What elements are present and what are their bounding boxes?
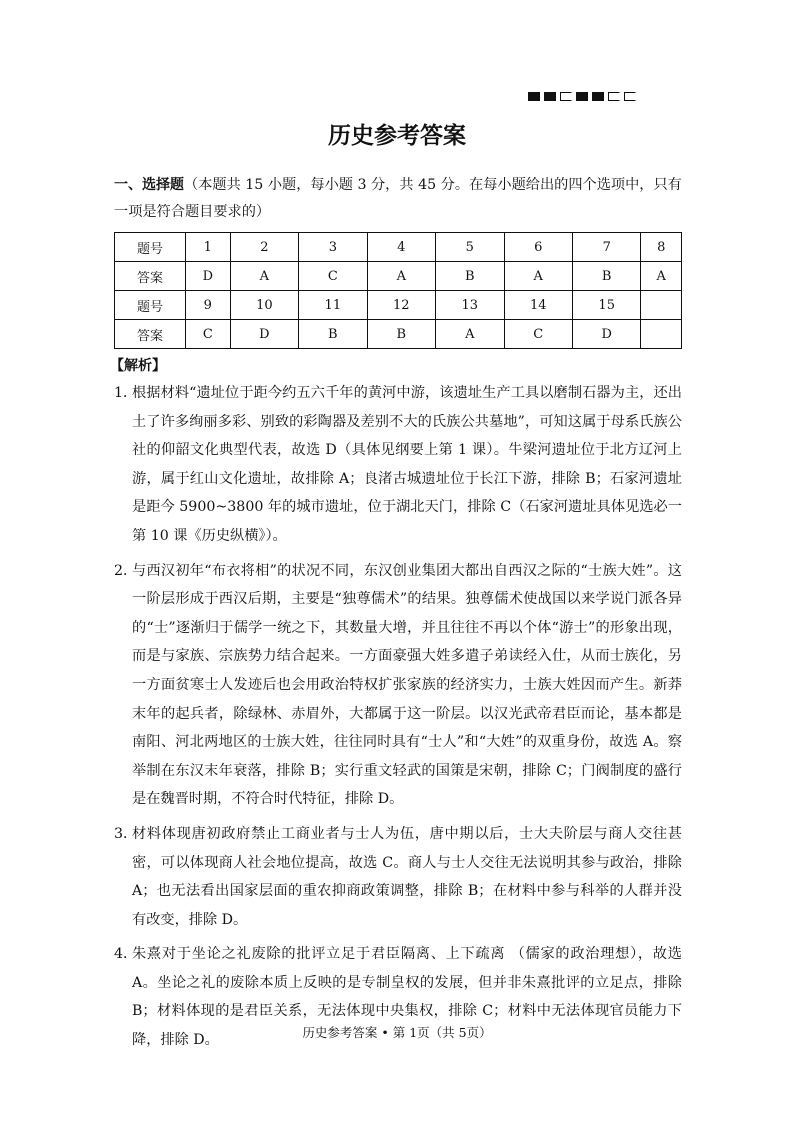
item-number: 3． [114,825,138,842]
analysis-heading: 【解析】 [110,358,166,374]
marker-square [576,92,588,101]
table-cell: B [299,320,367,349]
section-intro [114,172,682,226]
table-cell: 11 [299,291,367,320]
item-number: 1． [114,385,138,401]
row-header-cell: 答案 [115,320,186,349]
section-description: （本题共 15 小题，每小题 3 分，共 45 分。在每小题给出的四个选项中，只有一项是符合题目要求的） [114,177,682,220]
table-cell: A [230,262,298,291]
analysis-item [114,557,682,814]
row-header-cell: 题号 [115,233,186,262]
table-cell: B [367,320,435,349]
table-cell: 4 [367,233,435,262]
table-row [115,291,682,320]
analysis-item [114,820,682,934]
table-cell: 15 [572,291,640,320]
item-number: 4． [114,946,138,963]
table-cell: A [436,320,504,349]
table-row [115,262,682,291]
table-cell: C [504,320,572,349]
analysis-item [114,379,682,551]
table-cell: 5 [436,233,504,262]
table-cell: D [230,320,298,349]
table-cell: 12 [367,291,435,320]
table-cell: 14 [504,291,572,320]
marker-square [608,92,620,101]
table-cell: 8 [641,233,682,262]
section-lead: 一、选择题 [114,177,184,193]
table-cell: 3 [299,233,367,262]
item-number: 2． [114,562,138,579]
marker-square [544,92,556,101]
table-cell: 1 [186,233,231,262]
marker-square [528,92,540,101]
table-cell: 9 [186,291,231,320]
table-row [115,320,682,349]
answer-table [114,232,682,349]
table-cell: A [367,262,435,291]
page-marker-squares [528,92,636,101]
marker-square [592,92,604,101]
table-cell: 13 [436,291,504,320]
table-cell: 10 [230,291,298,320]
analysis-list [114,379,682,1055]
table-cell: 6 [504,233,572,262]
page-footer: 历史参考答案 • 第 1页（共 5页） [302,1025,492,1040]
marker-square [624,92,636,101]
item-text: 与西汉初年“布衣将相”的状况不同，东汉创业集团大都出自西汉之际的“士族大姓”。这一阶层形成于西汉后期，主要是“独尊儒术”的结果。独尊儒术使战国以来学说门派各异的“士”逐渐归于儒学一统之下，其数量大增，并且往往不再以个体“游士”的形象出现，而是与家族、宗族势力结合起来。一方面豪强大姓多遣子弟读经入仕，从而士族化，另一方面贫寒士人发迹后也会用政治特权扩张家族的经济实力，士族大姓因而产生。新莽末年的起兵者，除绿林、赤眉外，大都属于这一阶层。以汉光武帝君臣而论，基本都是南阳、河北两地区的士族大姓，往往同时具有“士人”和“大姓”的双重身份，故选 A。察举制在东汉末年衰落，排除 B；实行重文轻武的国策是宋朝，排除 C；门阀制度的盛行是在魏晋时期，不符合时代特征，排除 D。 [132,562,682,808]
table-cell: 2 [230,233,298,262]
table-cell: C [299,262,367,291]
table-cell: A [641,262,682,291]
table-cell: D [186,262,231,291]
table-row [115,233,682,262]
marker-square [560,92,572,101]
table-cell: A [504,262,572,291]
item-text: 根据材料“遗址位于距今约五六千年的黄河中游，该遗址生产工具以磨制石器为主，还出土了许多绚丽多彩、别致的彩陶器及差别不大的氏族公共墓地”，可知这属于母系氏族公社的仰韶文化典型代表，故选 D（具体见纲要上第 1 课）。牛梁河遗址位于北方辽河上游，属于红山文化遗址，故排除 A；良渚古城遗址位于长江下游，排除 B；石家河遗址是距今 5900~3800 年的城市遗址，位于湖北天门，排除 C（石家河遗址具体见选必一第 10 课《历史纵横》）。 [132,385,682,544]
row-header-cell: 题号 [115,291,186,320]
table-cell [641,291,682,320]
item-text: 材料体现唐初政府禁止工商业者与士人为伍，唐中期以后，士大夫阶层与商人交往甚密，可以体现商人社会地位提高，故选 C。商人与士人交往无法说明其参与政治，排除 A；也无法看出国家层面的重农抑商政策调整，排除 B；在材料中参与科举的人群并没有改变，排除 D。 [132,825,682,928]
table-cell: C [186,320,231,349]
item-text: 朱熹对于坐论之礼废除的批评立足于君臣隔离、上下疏离 （儒家的政治理想），故选 A。坐论之礼的废除本质上反映的是专制皇权的发展，但并非朱熹批评的立足点，排除 B；材料体现的是君臣关系，无法体现中央集权，排除 C；材料中无法体现官员能力下降，排除 D。 [132,946,682,1049]
table-cell: D [572,320,640,349]
main-content [110,172,682,1061]
row-header-cell: 答案 [115,262,186,291]
table-cell: 7 [572,233,640,262]
table-cell [641,320,682,349]
table-cell: B [572,262,640,291]
page-title: 历史参考答案 [328,123,466,149]
table-cell: B [436,262,504,291]
